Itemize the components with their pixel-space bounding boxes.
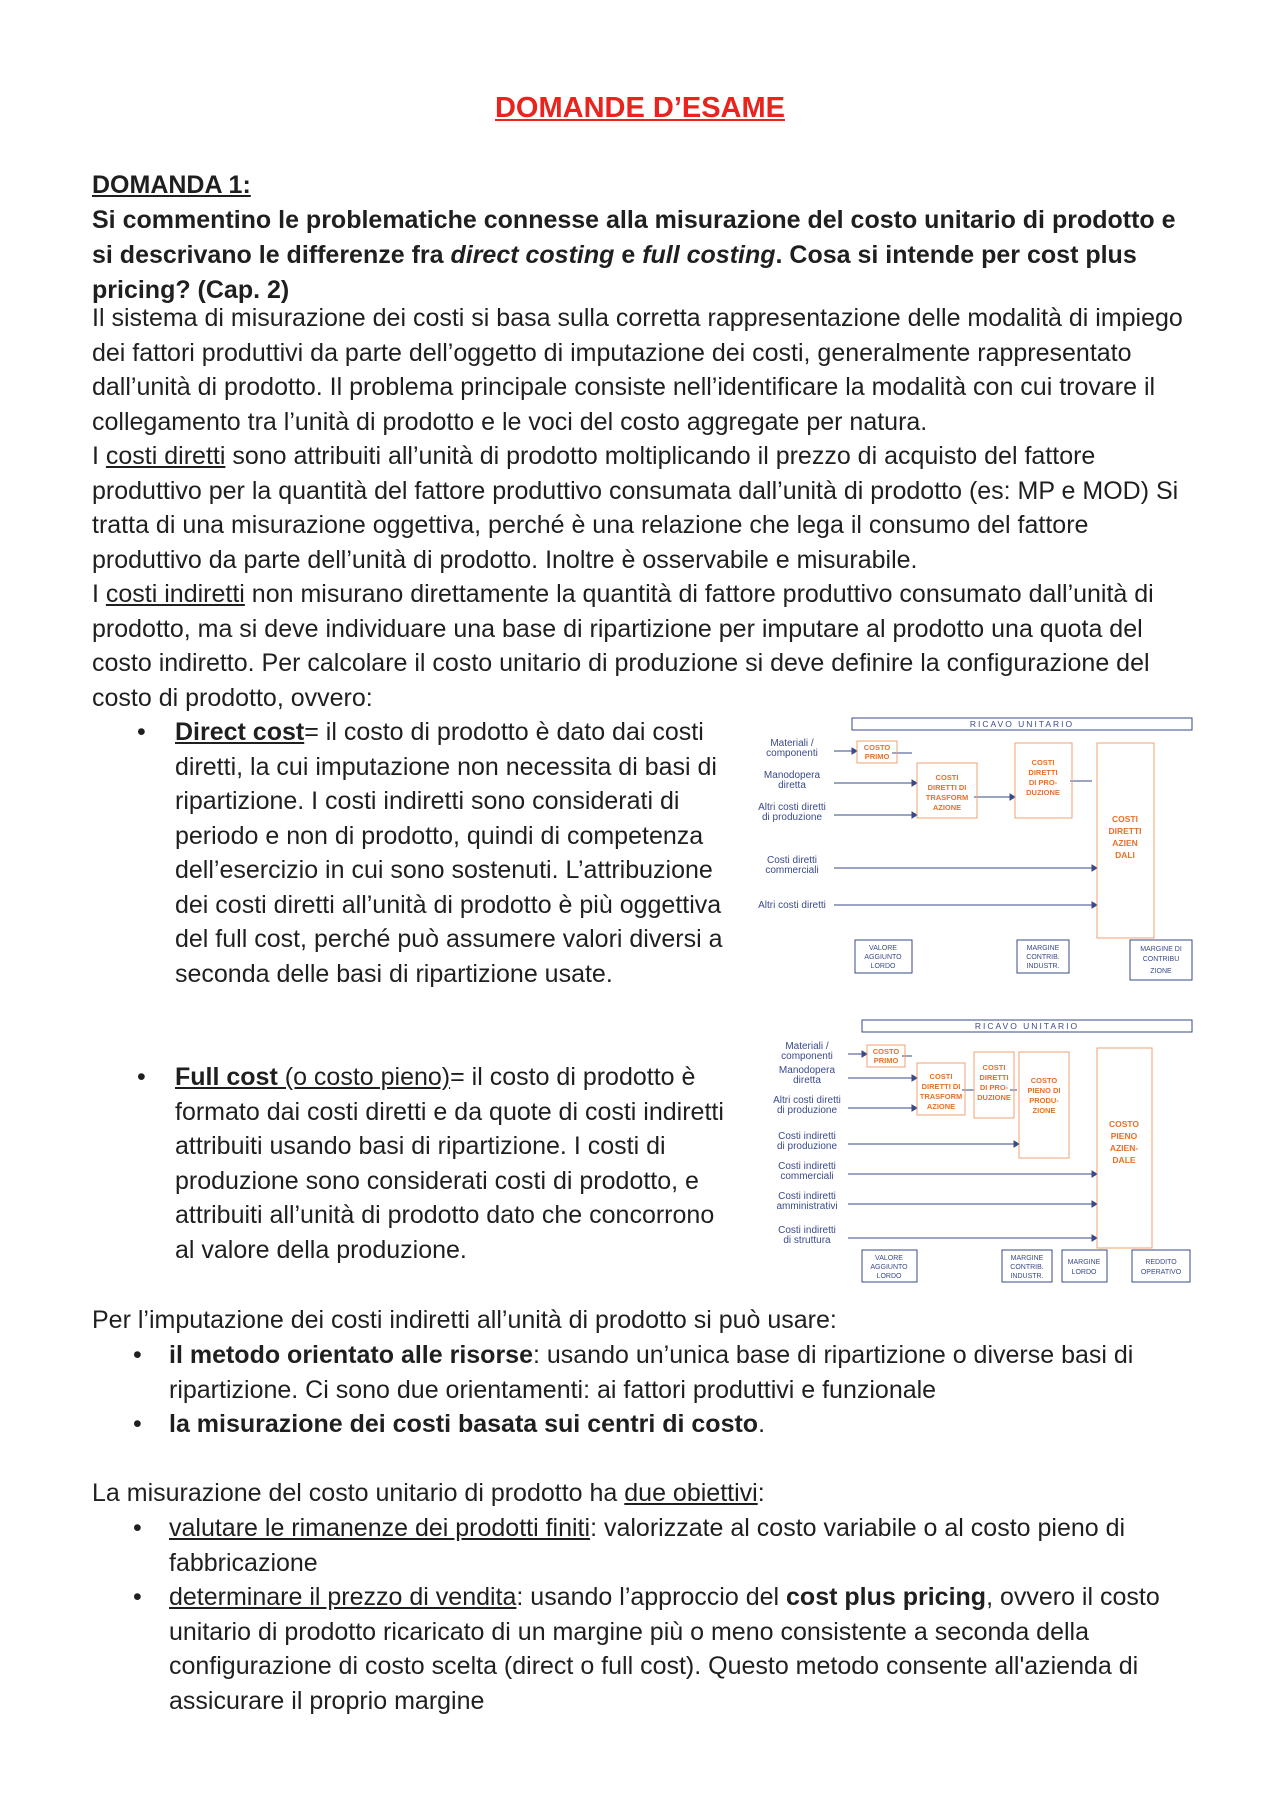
svg-text:Altri costi diretti: Altri costi diretti (773, 1095, 841, 1106)
label-commerciali: commerciali (765, 865, 819, 876)
label-altri-costi: Altri costi diretti (758, 802, 826, 813)
svg-text:LORDO: LORDO (1071, 1269, 1097, 1276)
full-cost-list (92, 1060, 732, 1267)
svg-text:DUZIONE: DUZIONE (977, 1093, 1011, 1102)
svg-text:OPERATIVO: OPERATIVO (1140, 1269, 1182, 1276)
svg-text:DI PRO-: DI PRO- (1028, 778, 1058, 787)
svg-text:ZIONE: ZIONE (1032, 1106, 1056, 1115)
svg-text:AGGIUNTO: AGGIUNTO (870, 1264, 908, 1271)
label-costi-diretti: Costi diretti (766, 855, 818, 866)
full-cost-diagram (752, 1015, 1200, 1290)
svg-text:DIRETTI DI: DIRETTI DI (927, 783, 967, 792)
svg-text:DIRETTI: DIRETTI (1028, 768, 1058, 777)
list-item: • valutare le rimanenze dei prodotti finiti: valorizzate al costo variabile o al costo pieno di fabbricazione (92, 1511, 1204, 1580)
svg-text:di produzione: di produzione (776, 1141, 838, 1152)
direct-cost-diagram (752, 715, 1200, 985)
svg-text:DIRETTI DI: DIRETTI DI (921, 1082, 961, 1091)
svg-text:AZIEN: AZIEN (1112, 838, 1138, 848)
svg-text:MARGINE DI: MARGINE DI (1140, 946, 1182, 953)
svg-text:Materiali /: Materiali / (785, 1041, 829, 1052)
indirect-costs-paragraph: I costi indiretti non misurano direttamente la quantità di fattore produttivo consumato dall’unità di prodotto, ma si deve individuare una base di ripartizione per imputare al prodotto una quota del costo indiretto. Per calcolare il costo unitario di produzione si deve definire la configurazione del costo di prodotto, ovvero: (92, 580, 1154, 712)
svg-text:MARGINE: MARGINE (1010, 1255, 1044, 1262)
svg-text:LORDO: LORDO (876, 1273, 902, 1280)
objectives-intro: La misurazione del costo unitario di prodotto ha due obiettivi: (92, 1479, 765, 1507)
header-label: RICAVO UNITARIO (974, 1021, 1080, 1031)
label-materiali: Materiali / (770, 738, 814, 749)
label-manodopera: Manodopera (763, 770, 821, 781)
svg-text:INDUSTR.: INDUSTR. (1026, 963, 1060, 970)
list-item: • determinare il prezzo di vendita: usando l’approccio del cost plus pricing, ovvero il costo unitario di prodotto ricaricato di un margine più o meno consistente a seconda della configurazione di costo scelta (direct o full cost). Questo metodo consente all'azienda di assicurare il proprio margine (92, 1580, 1204, 1718)
svg-text:COSTI: COSTI (982, 1063, 1006, 1072)
box-margine-lordo (1062, 1250, 1107, 1282)
svg-text:COSTI: COSTI (929, 1072, 953, 1081)
page-title: DOMANDE D’ESAME (494, 92, 785, 124)
svg-text:diretta: diretta (793, 1075, 821, 1086)
imputation-intro: Per l’imputazione dei costi indiretti all’unità di prodotto si può usare: (92, 1306, 837, 1334)
svg-text:TRASFORM: TRASFORM (919, 1092, 963, 1101)
direct-cost-item: • Direct cost= il costo di prodotto è dato dai costi diretti, la cui imputazione non necessita di basi di ripartizione. I costi indiretti sono considerati di periodo e non di prodotto, quindi di competenza dell’esercizio in cui sono sostenuti. L’attribuzione dei costi diretti all’unità di prodotto è più oggettiva del full cost, perché può assumere valori diversi a seconda delle basi di ripartizione usate. (92, 715, 732, 991)
svg-text:di struttura: di struttura (783, 1235, 831, 1246)
svg-text:Manodopera: Manodopera (778, 1065, 836, 1076)
svg-text:PIENO: PIENO (1110, 1131, 1138, 1141)
svg-text:PRIMO: PRIMO (873, 1056, 899, 1065)
svg-text:PIENO DI: PIENO DI (1027, 1086, 1061, 1095)
svg-text:componenti: componenti (781, 1051, 833, 1062)
svg-text:COSTI: COSTI (1112, 814, 1138, 824)
svg-text:COSTO: COSTO (1030, 1076, 1058, 1085)
svg-text:CONTRIB.: CONTRIB. (1026, 954, 1060, 961)
svg-text:VALORE: VALORE (875, 1255, 903, 1262)
direct-costs-paragraph: I costi diretti sono attribuiti all’unità di prodotto moltiplicando il prezzo di acquisto del fattore produttivo per la quantità del fattore produttivo consumata dall’unità di prodotto (es: MP e MOD) Si tratta di una misurazione oggettiva, perché è una relazione che lega il consumo del fattore produttivo da parte dell’unità di prodotto. Inoltre è osservabile e misurabile. (92, 442, 1179, 574)
svg-text:DALI: DALI (1115, 850, 1135, 860)
svg-text:AZIONE: AZIONE (926, 1102, 956, 1111)
svg-text:di produzione: di produzione (776, 1105, 838, 1116)
header-label: RICAVO UNITARIO (969, 719, 1075, 729)
svg-text:DIRETTI: DIRETTI (979, 1073, 1009, 1082)
svg-text:PRIMO: PRIMO (864, 752, 890, 761)
list-item: • il metodo orientato alle risorse: usando un’unica base di ripartizione o diverse basi di ripartizione. Ci sono due orientamenti: ai fattori produttivi e funzionale (92, 1338, 1204, 1407)
svg-text:VALORE: VALORE (869, 945, 897, 952)
svg-text:Costi indiretti: Costi indiretti (778, 1161, 836, 1172)
label-di-produzione: di produzione (761, 812, 823, 823)
question-heading: DOMANDA 1: Si commentino le problematiche connesse alla misurazione del costo unitario di prodotto e si descrivano le differenze fra direct costing e full costing. Cosa si intende per cost plus pricing? (Cap. 2) (92, 168, 1202, 308)
svg-text:CONTRIB.: CONTRIB. (1010, 1264, 1044, 1271)
svg-text:CONTRIBU: CONTRIBU (1142, 956, 1180, 963)
cost-configuration-list (92, 715, 732, 991)
svg-text:TRASFORM: TRASFORM (925, 793, 969, 802)
objectives-list (92, 1511, 1204, 1718)
svg-text:LORDO: LORDO (870, 963, 896, 970)
label-diretta: diretta (778, 780, 806, 791)
svg-text:amministrativi: amministrativi (776, 1201, 838, 1212)
imputation-list (92, 1338, 1204, 1442)
question-number: DOMANDA 1: (92, 171, 251, 199)
full-cost-item: • Full cost (o costo pieno)= il costo di prodotto è formato dai costi diretti e da quote di costi indiretti attribuiti usando basi di ripartizione. I costi di produzione sono considerati costi di prodotto, e attribuiti all’unità di prodotto dato che concorrono al valore della produzione. (92, 1060, 732, 1267)
svg-text:DIRETTI: DIRETTI (1108, 826, 1142, 836)
box-reddito-operativo (1132, 1250, 1190, 1282)
box-costo-pieno-produzione (1019, 1052, 1069, 1158)
list-item: • la misurazione dei costi basata sui centri di costo. (92, 1407, 1204, 1442)
svg-text:COSTO: COSTO (863, 743, 891, 752)
svg-text:MARGINE: MARGINE (1026, 945, 1060, 952)
svg-text:AZIONE: AZIONE (932, 803, 962, 812)
label-componenti: componenti (766, 748, 818, 759)
svg-text:COSTI: COSTI (935, 773, 959, 782)
svg-text:DUZIONE: DUZIONE (1026, 788, 1060, 797)
svg-text:AGGIUNTO: AGGIUNTO (864, 954, 902, 961)
label-altri-diretti: Altri costi diretti (758, 900, 826, 911)
svg-text:ZIONE: ZIONE (1150, 968, 1172, 975)
svg-text:PRODU-: PRODU- (1029, 1096, 1059, 1105)
svg-text:DALE: DALE (1112, 1155, 1136, 1165)
svg-text:Costi indiretti: Costi indiretti (778, 1131, 836, 1142)
svg-text:MARGINE: MARGINE (1067, 1259, 1101, 1266)
svg-text:Costi indiretti: Costi indiretti (778, 1191, 836, 1202)
svg-text:commerciali: commerciali (780, 1171, 834, 1182)
svg-text:COSTO: COSTO (1108, 1119, 1140, 1129)
svg-text:COSTI: COSTI (1031, 758, 1055, 767)
svg-text:Costi indiretti: Costi indiretti (778, 1225, 836, 1236)
svg-text:AZIEN-: AZIEN- (1109, 1143, 1139, 1153)
intro-paragraph: Il sistema di misurazione dei costi si basa sulla corretta rappresentazione delle modalità di impiego dei fattori produttivi da parte dell’oggetto di imputazione dei costi, generalmente rappresentato dall’unità di prodotto. Il problema principale consiste nell’identificare la modalità con cui trovare il collegamento tra l’unità di prodotto e le voci del costo aggregate per natura. (92, 304, 1183, 436)
svg-text:REDDITO: REDDITO (1145, 1259, 1177, 1266)
svg-text:INDUSTR.: INDUSTR. (1010, 1273, 1044, 1280)
svg-text:COSTO: COSTO (872, 1047, 900, 1056)
svg-text:DI PRO-: DI PRO- (979, 1083, 1009, 1092)
